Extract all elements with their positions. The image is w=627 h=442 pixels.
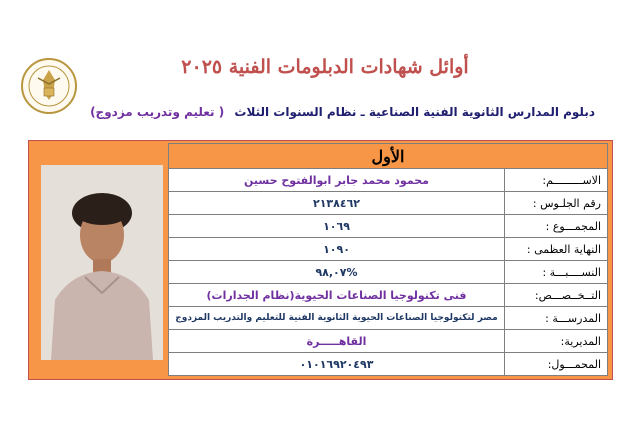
table-row [169, 307, 608, 330]
table-row [169, 169, 608, 192]
school-value: مصر لتكنولوجيا الصناعات الحيوية الثانوية الفنية للتعليم والتدريب المزدوج [169, 307, 505, 330]
table-row [169, 215, 608, 238]
name-value: محمود محمد جابر ابوالفتوح حسين [169, 169, 505, 192]
table-row [169, 353, 608, 376]
total-value: ١٠٦٩ [169, 215, 505, 238]
subtitle-text: دبلوم المدارس الثانوية الفنية الصناعية ـ نظام السنوات الثلاث [234, 105, 595, 119]
directorate-label: المديرية: [505, 330, 608, 353]
student-photo [41, 165, 163, 360]
table-row [169, 238, 608, 261]
table-row [169, 284, 608, 307]
school-label: المدرســـة : [505, 307, 608, 330]
page-subtitle [60, 105, 595, 119]
specialization-value: فنى تكنولوجيا الصناعات الحيوية(نظام الجدارات) [169, 284, 505, 307]
percentage-label: النســــبـــة : [505, 261, 608, 284]
max-score-value: ١٠٩٠ [169, 238, 505, 261]
subtitle-accent: ( تعليم وتدريب مزدوج) [90, 105, 225, 119]
table-row [169, 192, 608, 215]
mobile-label: المحمـــول: [505, 353, 608, 376]
mobile-value: ٠١٠١٦٩٢٠٤٩٣ [169, 353, 505, 376]
student-info-table [168, 143, 608, 376]
seat-value: ٢١٣٨٤٦٢ [169, 192, 505, 215]
directorate-value: القاهـــــرة [169, 330, 505, 353]
table-row [169, 261, 608, 284]
total-label: المجمـــوع : [505, 215, 608, 238]
name-label: الاســـــــــم: [505, 169, 608, 192]
specialization-label: التــخــصـــص: [505, 284, 608, 307]
max-score-label: النهاية العظمى : [505, 238, 608, 261]
student-card [28, 140, 613, 380]
percentage-value: %٩٨,٠٧ [169, 261, 505, 284]
rank-label: الأول [169, 144, 608, 169]
page-title: أوائل شهادات الدبلومات الفنية ٢٠٢٥ [181, 56, 469, 78]
seat-label: رقم الجلـوس : [505, 192, 608, 215]
rank-row [169, 144, 608, 169]
table-row [169, 330, 608, 353]
